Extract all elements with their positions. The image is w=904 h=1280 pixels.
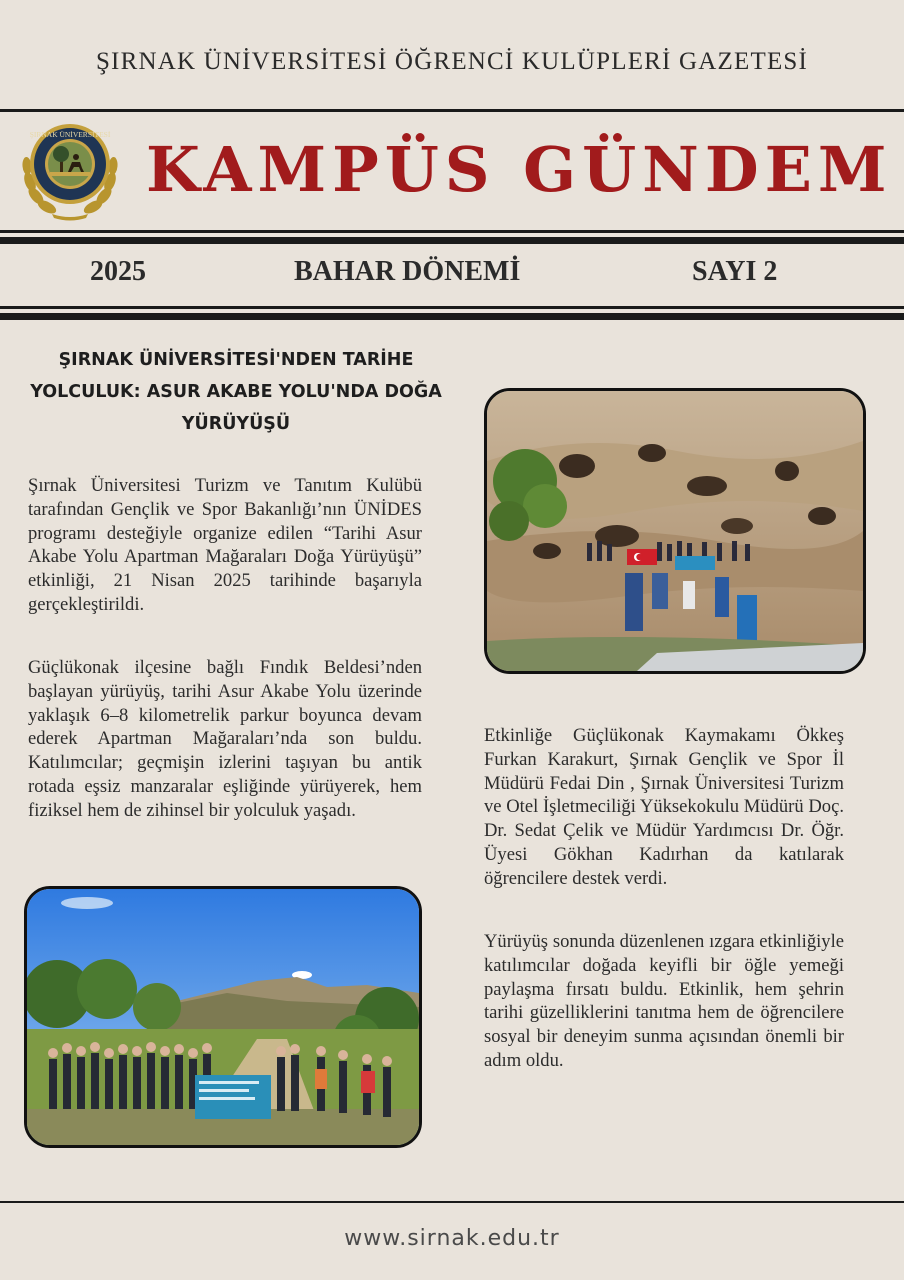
footer-divider [0,1201,904,1203]
article-paragraph-4: Yürüyüş sonunda düzenlenen ızgara etkinliğiyle katılımcılar doğada keyifli bir öğle yemeği paylaşma fırsatı buldu. Etkinlik, hem şehrin tarihi güzelliklerini tanıtma hem de öğrencilere sosyal bir deneyim sunma açısından önemli bir adım oldu. [484,931,844,1071]
header-divider-top [0,109,904,112]
issue-number: SAYI 2 [692,256,778,287]
article-headline: ŞIRNAK ÜNİVERSİTESİ'NDEN TARİHE YOLCULUK: ASUR AKABE YOLU'NDA DOĞA YÜRÜYÜŞÜ [30,350,442,434]
svg-text:ŞIRNAK ÜNİVERSİTESİ: ŞIRNAK ÜNİVERSİTESİ [29,130,111,139]
issue-season: BAHAR DÖNEMİ [294,256,521,287]
masthead-divider-thick [0,237,904,244]
footer-website-link[interactable]: www.sirnak.edu.tr [344,1226,560,1251]
issue-divider-thin [0,306,904,309]
university-seal-icon [16,116,124,224]
article-paragraph-1: Şırnak Üniversitesi Turizm ve Tanıtım Kulübü tarafından Gençlik ve Spor Bakanlığı’nın ÜNİDES programı desteğiyle organize edilen “Tarihi Asur Akabe Yolu Apartman Mağaraları Doğa Yürüyüşü” etkinliği, 21 Nisan 2025 tarihinde başarıyla gerçekleştirildi. [28,475,422,615]
valley-group-photo [24,886,422,1148]
issue-year: 2025 [90,256,146,287]
masthead-title: KAMPÜS GÜNDEM [146,133,893,206]
newspaper-publisher-title: ŞIRNAK ÜNİVERSİTESİ ÖĞRENCİ KULÜPLERİ GAZETESİ [95,48,809,75]
article-paragraph-2: Güçlükonak ilçesine bağlı Fındık Beldesi’nden başlayan yürüyüş, tarihi Asur Akabe Yolu üzerinde yaklaşık 6–8 kilometrelik parkur boyunca devam ederek Apartman Mağaraları’nda son buldu. Katılımcılar; geçmişin izlerini taşıyan bu antik rotada eşsiz manzaralar eşliğinde yürüyerek, hem fiziksel hem de zihinsel bir yolculuk yaşadı. [28,657,422,821]
cave-group-photo [484,388,866,674]
article-paragraph-3: Etkinliğe Güçlükonak Kaymakamı Ökkeş Furkan Karakurt, Şırnak Gençlik ve Spor İl Müdürü Fedai Din , Şırnak Üniversitesi Turizm ve Otel İşletmeciliği Yüksekokulu Müdürü Doç. Dr. Sedat Çelik ve Müdür Yardımcısı Dr. Öğr. Üyesi Gökhan Kadırhan da katılarak öğrencilere destek verdi. [484,725,844,889]
issue-divider-thick [0,313,904,320]
masthead-divider-thin [0,230,904,233]
